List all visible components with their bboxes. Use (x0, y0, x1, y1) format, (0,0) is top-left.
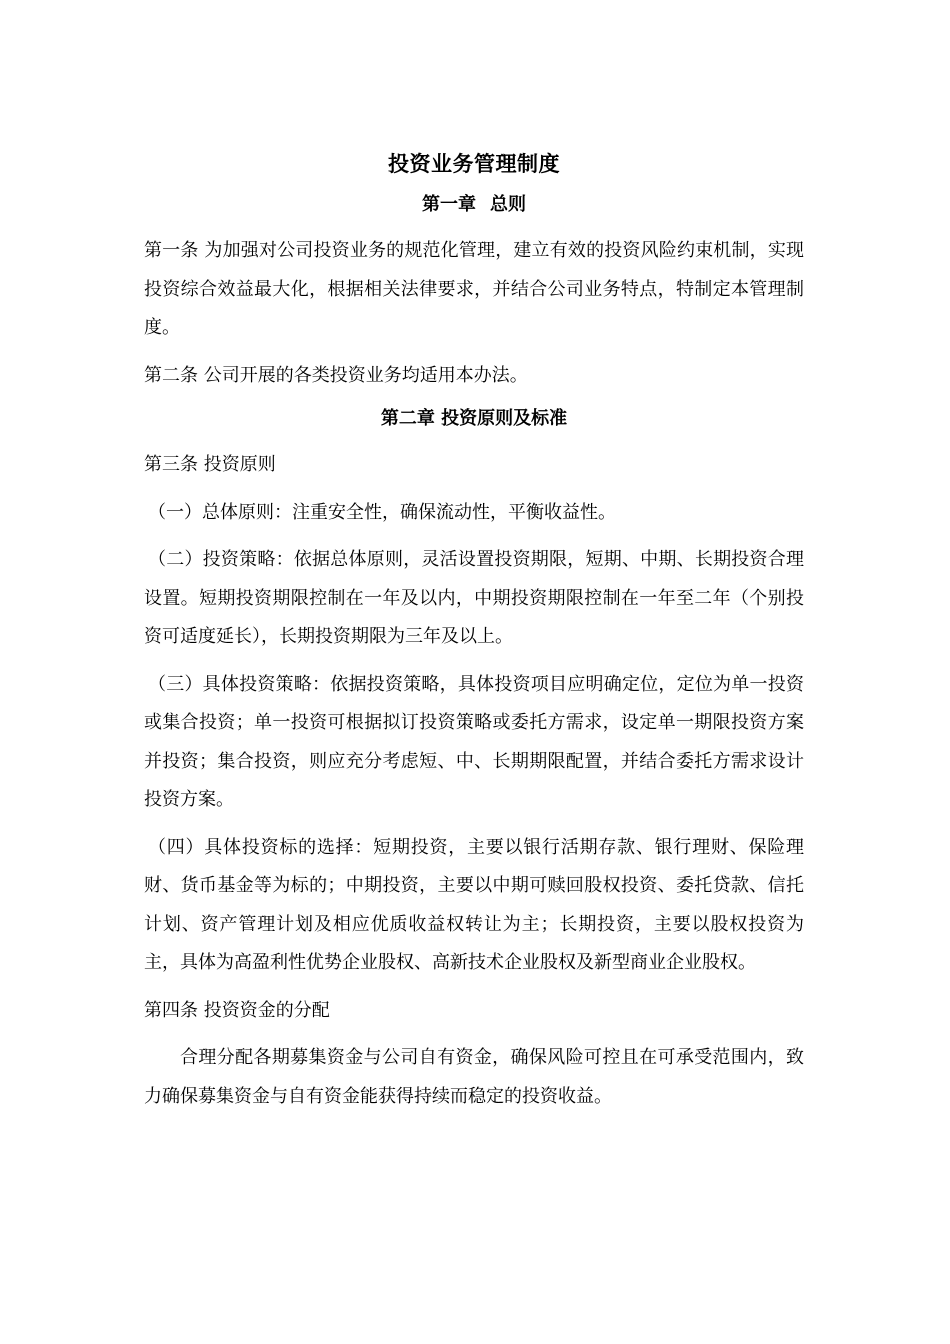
principle-three: （三）具体投资策略：依据投资策略，具体投资项目应明确定位，定位为单一投资或集合投资；单一投资可根据拟订投资策略或委托方需求，设定单一期限投资方案并投资；集合投资，则应充分考虑短、中、长期期限配置，并结合委托方需求设计投资方案。 (144, 673, 804, 810)
chapter-one-name: 总则 (490, 194, 526, 215)
article-two: 第二条 公司开展的各类投资业务均适用本办法。 (144, 364, 528, 386)
chapter-one-label: 第一章 (422, 194, 476, 215)
chapter-two-heading: 第二章 投资原则及标准 (380, 408, 568, 429)
principle-two: （二）投资策略：依据总体原则，灵活设置投资期限，短期、中期、长期投资合理设置。短期投资期限控制在一年及以内，中期投资期限控制在一年至二年（个别投资可适度延长），长期投资期限为三年及以上。 (144, 549, 804, 647)
principle-four: （四）具体投资标的选择：短期投资，主要以银行活期存款、银行理财、保险理财、货币基金等为标的；中期投资，主要以中期可赎回股权投资、委托贷款、信托计划、资产管理计划及相应优质收益权转让为主；长期投资，主要以股权投资为主，具体为高盈利性优势企业股权、高新技术企业股权及新型商业企业股权。 (144, 836, 804, 973)
document-body (144, 146, 804, 1125)
article-one: 第一条 为加强对公司投资业务的规范化管理，建立有效的投资风险约束机制，实现投资综合效益最大化，根据相关法律要求，并结合公司业务特点，特制定本管理制度。 (144, 240, 804, 338)
fund-allocation-paragraph: 合理分配各期募集资金与公司自有资金，确保风险可控且在可承受范围内，致力确保募集资金与自有资金能获得持续而稳定的投资收益。 (144, 1047, 804, 1107)
principle-one: （一）总体原则：注重安全性，确保流动性，平衡收益性。 (148, 501, 616, 523)
document-title: 投资业务管理制度 (388, 152, 560, 176)
article-four: 第四条 投资资金的分配 (144, 999, 330, 1021)
article-three: 第三条 投资原则 (144, 454, 276, 475)
chapter-one-heading (144, 190, 804, 220)
